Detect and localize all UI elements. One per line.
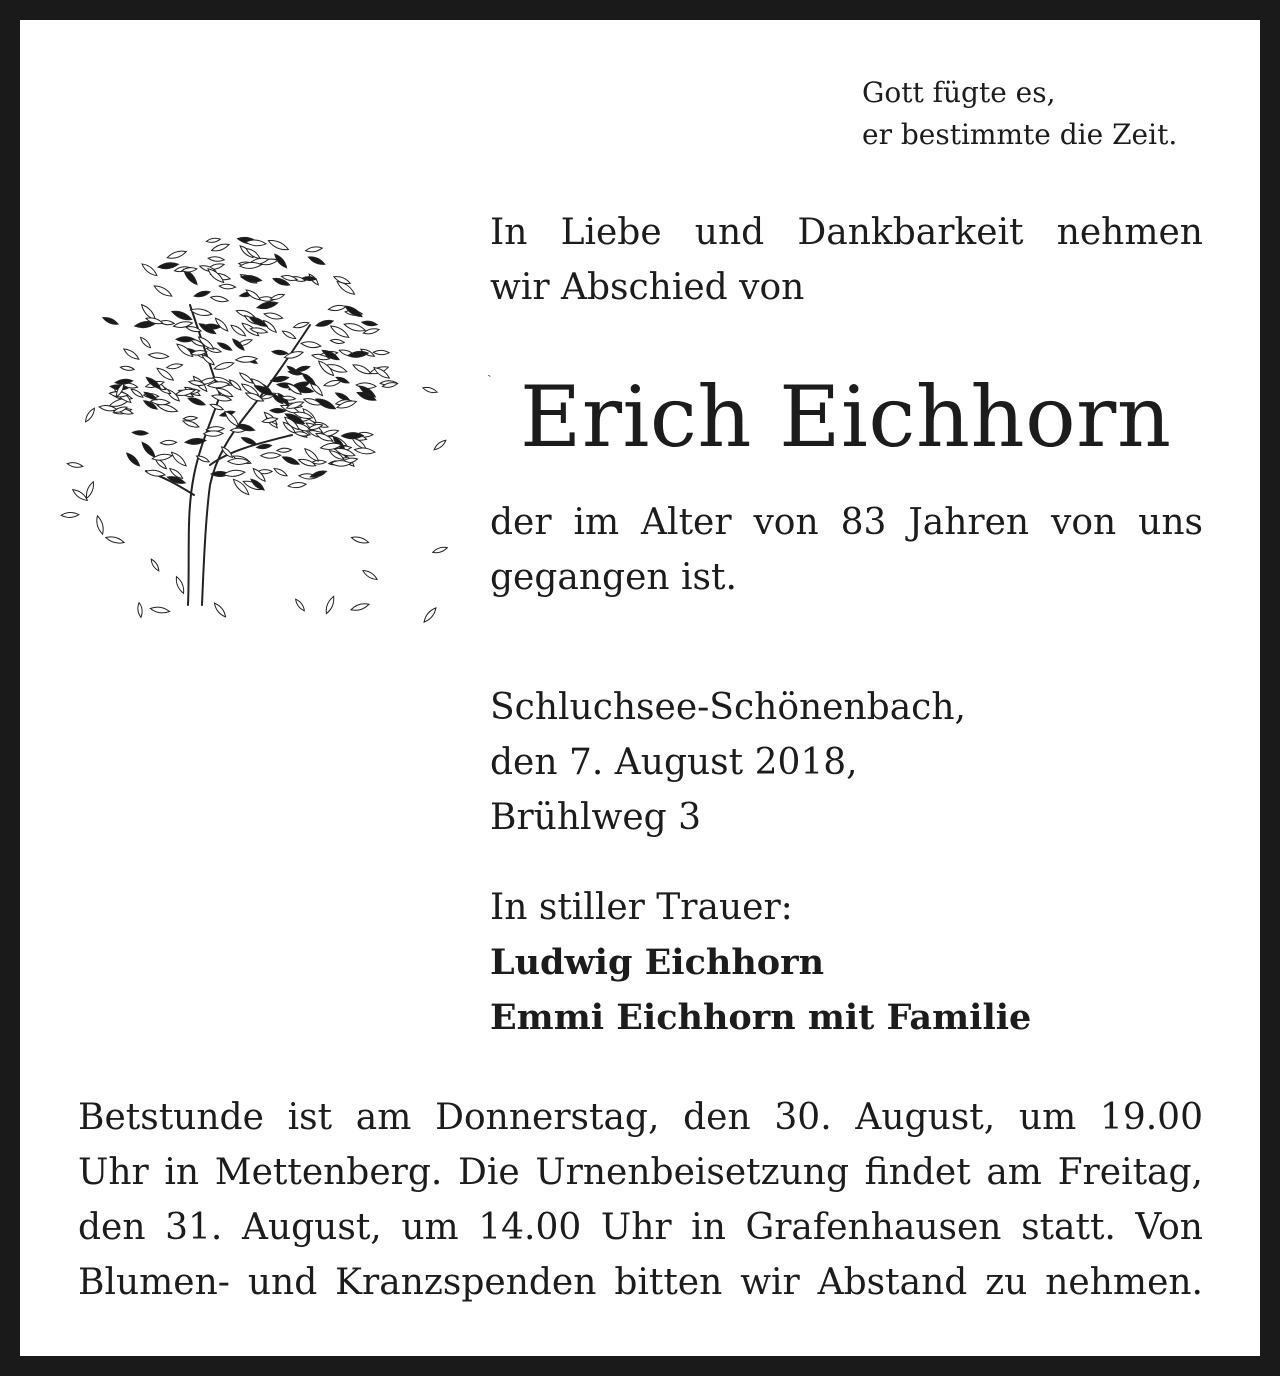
leaf <box>187 396 206 407</box>
intro-text <box>490 205 1203 315</box>
leaf <box>174 576 186 595</box>
leaf <box>153 284 173 299</box>
leaf <box>84 407 97 423</box>
leaf <box>213 602 228 619</box>
leaf <box>140 262 158 278</box>
leaf <box>150 606 170 614</box>
leaf <box>219 284 236 290</box>
leaf <box>166 363 183 370</box>
motto <box>862 72 1177 156</box>
leaf <box>67 461 83 468</box>
leaf <box>350 602 370 613</box>
leaf <box>362 569 379 582</box>
leaf <box>351 535 370 545</box>
leaf <box>307 255 325 267</box>
notice-line: Blumen- und Kranzspenden bitten wir Abstand zu nehmen. <box>78 1262 1203 1303</box>
leaf <box>84 481 95 499</box>
leaf <box>422 386 438 394</box>
leaf <box>95 515 105 535</box>
leaf <box>223 469 245 477</box>
leaf <box>137 602 143 617</box>
leaf <box>361 320 377 327</box>
motto-line-1: Gott fügte es, <box>862 76 1056 109</box>
leaf <box>330 338 344 344</box>
notice-line: den 31. August, um 14.00 Uhr in Grafenhausen statt. Von <box>78 1207 1203 1248</box>
leaf <box>241 436 258 446</box>
leaf <box>201 353 216 366</box>
leaf <box>158 261 179 269</box>
mourners-heading: In stiller Trauer: <box>490 887 793 928</box>
leaf <box>324 595 336 614</box>
leaf <box>305 246 322 253</box>
address-line: Brühlweg 3 <box>490 797 702 838</box>
leaf <box>211 242 230 253</box>
leaf <box>150 558 161 572</box>
notice-line: Betstunde ist am Donnerstag, den 30. August, um 19.00 <box>78 1097 1203 1138</box>
funeral-notice <box>78 1090 1203 1310</box>
leaf <box>373 350 389 355</box>
leaf <box>352 362 372 376</box>
notice-line: Uhr in Mettenberg. Die Urnenbeisetzung findet am Freitag, <box>78 1152 1203 1193</box>
date-line: den 7. August 2018, <box>490 742 858 783</box>
age-text <box>490 495 1203 605</box>
leaf <box>194 290 211 299</box>
leaf <box>152 453 173 462</box>
leaf <box>238 371 254 385</box>
place-line: Schluchsee-Schönenbach, <box>490 687 966 728</box>
leaf <box>270 408 286 413</box>
leaf <box>140 441 157 459</box>
leaf <box>433 439 447 452</box>
mourners-block <box>490 880 1031 1045</box>
age-line-1: der im Alter von 83 Jahren von uns <box>490 502 1203 543</box>
leaf <box>231 477 251 497</box>
leaf <box>170 450 188 468</box>
leaf <box>183 416 197 421</box>
leaf <box>132 430 148 435</box>
leaf <box>148 352 169 359</box>
leaf <box>273 467 288 478</box>
leaf <box>166 249 187 260</box>
leaf <box>294 598 306 612</box>
leaf <box>261 453 281 459</box>
leaf <box>272 349 288 355</box>
deceased-name: Erich Eichhorn <box>520 368 1172 466</box>
leaf <box>210 295 229 303</box>
leaf <box>277 448 292 453</box>
leaf <box>281 329 296 340</box>
age-line-2: gegangen ist. <box>490 557 737 598</box>
leaf <box>281 455 300 467</box>
leaf <box>213 360 234 371</box>
leaf <box>422 606 438 623</box>
leaf <box>270 293 285 301</box>
leaf <box>263 311 283 320</box>
tree-illustration <box>60 195 460 625</box>
leaf <box>102 316 119 327</box>
name-ornament-mark: ˎ <box>487 362 492 378</box>
leaf <box>186 325 202 333</box>
leaf <box>171 309 193 323</box>
leaf <box>208 256 225 262</box>
leaf <box>160 440 176 445</box>
intro-line-2: wir Abschied von <box>490 267 805 308</box>
leaf <box>139 336 152 349</box>
leaf <box>125 451 141 467</box>
leaf <box>288 482 307 489</box>
leaf <box>122 347 140 361</box>
leaf <box>120 365 134 371</box>
leaf <box>363 327 380 335</box>
leaf <box>432 546 448 555</box>
leaf <box>61 512 79 517</box>
motto-line-2: er bestimmte die Zeit. <box>862 118 1178 151</box>
leaf <box>354 447 375 455</box>
leaf <box>105 535 125 545</box>
leaf <box>328 304 346 312</box>
leaf <box>206 237 221 243</box>
mourner-name: Ludwig Eichhorn <box>490 942 825 983</box>
mourner-name: Emmi Eichhorn mit Familie <box>490 997 1032 1038</box>
place-date <box>490 680 966 845</box>
leaf <box>294 365 310 373</box>
leaf <box>145 469 165 478</box>
intro-line-1: In Liebe und Dankbarkeit nehmen <box>490 212 1203 253</box>
leaf <box>270 375 289 383</box>
leaf <box>301 341 322 349</box>
leaf <box>130 388 144 399</box>
leaf <box>267 238 289 252</box>
